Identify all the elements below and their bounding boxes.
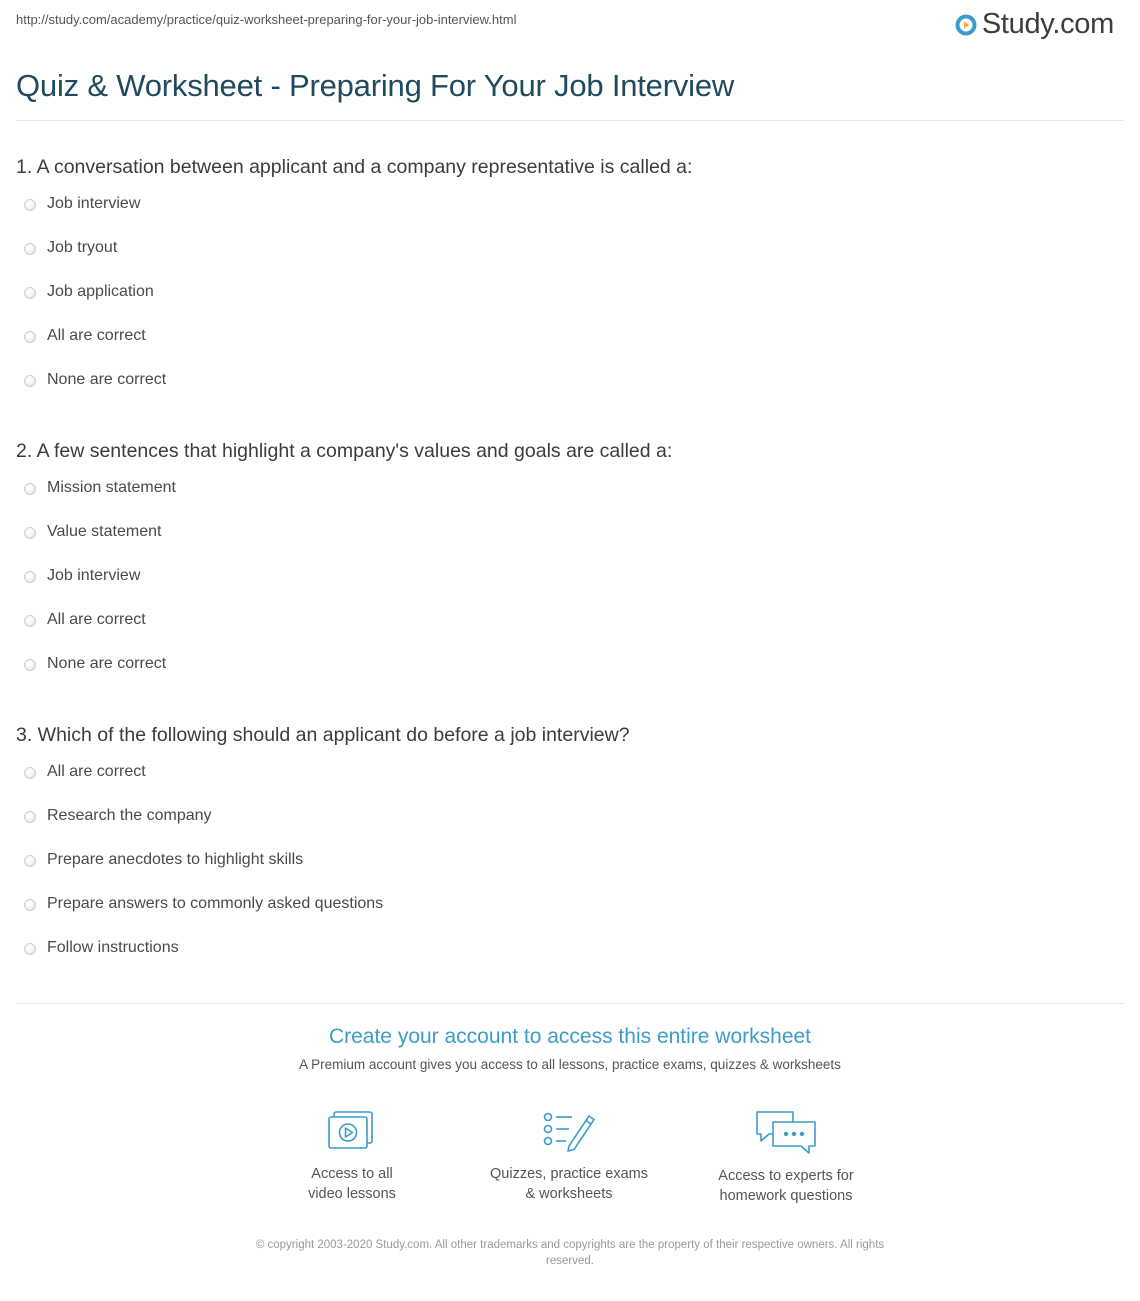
answer-option[interactable] — [16, 328, 1116, 372]
feature-label-line: Access to experts for — [718, 1168, 854, 1184]
question-text: 3. Which of the following should an applicant do before a job interview? — [16, 724, 630, 746]
answer-label: None are correct — [47, 655, 167, 672]
copyright-notice — [210, 1237, 930, 1269]
radio-button[interactable] — [24, 571, 36, 583]
answer-option[interactable] — [16, 896, 1116, 940]
radio-button[interactable] — [24, 811, 36, 823]
answer-option[interactable] — [16, 372, 1116, 416]
feature-video-lessons — [252, 1108, 452, 1204]
answer-label: Prepare anecdotes to highlight skills — [47, 851, 304, 868]
page-url: http://study.com/academy/practice/quiz-worksheet-preparing-for-your-job-interview.html — [16, 12, 517, 27]
radio-button[interactable] — [24, 659, 36, 671]
feature-experts — [686, 1108, 886, 1206]
answer-options — [16, 196, 1116, 416]
answer-label: Job interview — [47, 195, 141, 212]
study-logo-text: Study.com — [981, 8, 1114, 40]
answer-label: All are correct — [47, 327, 146, 344]
quizzes-icon — [539, 1108, 599, 1156]
answer-option[interactable] — [16, 568, 1116, 612]
answer-option[interactable] — [16, 196, 1116, 240]
question-text: 2. A few sentences that highlight a company's values and goals are called a: — [16, 440, 673, 462]
answer-option[interactable] — [16, 764, 1116, 808]
feature-quizzes — [469, 1108, 669, 1204]
radio-button[interactable] — [24, 243, 36, 255]
answer-label: All are correct — [47, 763, 146, 780]
content-divider — [16, 1003, 1124, 1004]
radio-button[interactable] — [24, 331, 36, 343]
feature-label-line: Access to all — [311, 1166, 393, 1182]
create-account-link[interactable]: Create your account to access this entire worksheet — [328, 1025, 812, 1048]
title-divider — [16, 120, 1124, 121]
radio-button[interactable] — [24, 855, 36, 867]
answer-option[interactable] — [16, 240, 1116, 284]
question-3 — [16, 721, 1116, 984]
feature-label-line: video lessons — [308, 1186, 396, 1202]
answer-options — [16, 764, 1116, 984]
answer-option[interactable] — [16, 284, 1116, 328]
answer-label: Value statement — [47, 523, 162, 540]
copyright-line: reserved. — [546, 1255, 594, 1267]
radio-button[interactable] — [24, 899, 36, 911]
top-bar — [0, 0, 1140, 44]
answer-label: Research the company — [47, 807, 212, 824]
question-2 — [16, 437, 1116, 700]
answer-option[interactable] — [16, 940, 1116, 984]
answer-label: Prepare answers to commonly asked questions — [47, 895, 384, 912]
answer-option[interactable] — [16, 808, 1116, 852]
answer-label: Mission statement — [47, 479, 176, 496]
study-logo-icon — [954, 13, 978, 37]
experts-chat-icon — [753, 1108, 819, 1158]
study-logo[interactable] — [954, 8, 1114, 41]
question-1 — [16, 153, 1116, 416]
video-lessons-icon — [324, 1108, 380, 1156]
answer-option[interactable] — [16, 656, 1116, 700]
radio-button[interactable] — [24, 943, 36, 955]
answer-label: Follow instructions — [47, 939, 179, 956]
answer-label: Job interview — [47, 567, 141, 584]
question-text: 1. A conversation between applicant and a company representative is called a: — [16, 156, 693, 178]
feature-label-line: homework questions — [719, 1188, 853, 1204]
radio-button[interactable] — [24, 287, 36, 299]
feature-label-line: & worksheets — [525, 1186, 613, 1202]
radio-button[interactable] — [24, 615, 36, 627]
premium-description: A Premium account gives you access to all lessons, practice exams, quizzes & worksheets — [299, 1057, 841, 1072]
answer-option[interactable] — [16, 852, 1116, 896]
page-title: Quiz & Worksheet - Preparing For Your Job Interview — [16, 68, 735, 103]
answer-options — [16, 480, 1116, 700]
answer-option[interactable] — [16, 524, 1116, 568]
answer-option[interactable] — [16, 612, 1116, 656]
answer-label: None are correct — [47, 371, 167, 388]
answer-option[interactable] — [16, 480, 1116, 524]
radio-button[interactable] — [24, 483, 36, 495]
answer-label: All are correct — [47, 611, 146, 628]
radio-button[interactable] — [24, 767, 36, 779]
radio-button[interactable] — [24, 527, 36, 539]
answer-label: Job application — [47, 283, 154, 300]
radio-button[interactable] — [24, 199, 36, 211]
radio-button[interactable] — [24, 375, 36, 387]
feature-label-line: Quizzes, practice exams — [490, 1166, 648, 1182]
copyright-line: © copyright 2003-2020 Study.com. All other trademarks and copyrights are the property of their respective owners. All rights — [255, 1239, 885, 1251]
answer-label: Job tryout — [47, 239, 118, 256]
